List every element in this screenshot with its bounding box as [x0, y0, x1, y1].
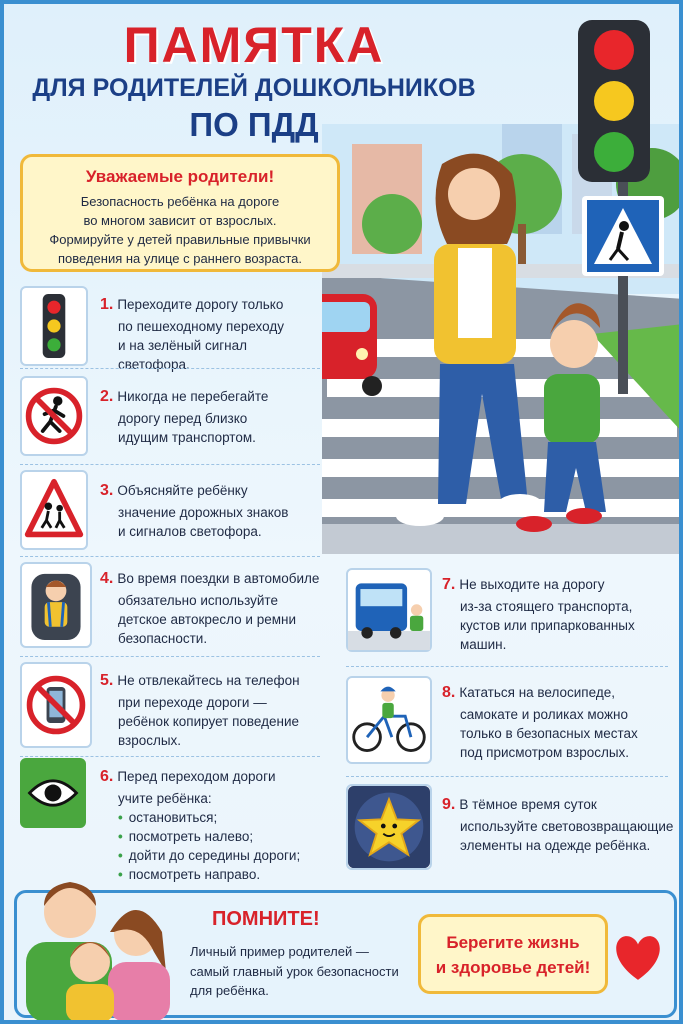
item-8 [442, 682, 678, 762]
intro-line-4: поведения на улице с раннего возраста. [58, 250, 302, 266]
item-2-line-3: идущим транспортом. [118, 429, 256, 445]
item-7-number: 7. [442, 576, 456, 593]
bullet-item: • остановиться; [118, 808, 326, 827]
remember-line-3: для ребёнка. [190, 983, 269, 998]
divider [20, 556, 320, 557]
intro-line-2: во многом зависит от взрослых. [83, 212, 277, 228]
care-line-1: Берегите жизнь [446, 933, 580, 952]
item-4 [100, 568, 326, 648]
item-5 [100, 670, 326, 750]
child-car-seat-icon [20, 562, 92, 648]
item-1 [100, 294, 320, 374]
bus-icon [346, 568, 432, 652]
intro-title: Уважаемые родители! [85, 167, 275, 186]
bicycle-icon [346, 676, 432, 764]
traffic-light-illustration [564, 20, 664, 190]
bullet-item: • посмотреть налево; [118, 827, 326, 846]
page-subtitle-2: ПО ПДД [189, 106, 319, 143]
item-4-line-3: детское автокресло и ремни [118, 611, 297, 627]
item-2 [100, 386, 320, 447]
item-3 [100, 480, 320, 541]
no-running-icon [20, 376, 88, 456]
item-4-line-4: безопасности. [118, 631, 208, 647]
item-9-line-3: элементы на одежде ребёнка. [460, 837, 651, 853]
remember-text [190, 942, 410, 1001]
item-3-line-2: значение дорожных знаков [118, 504, 289, 520]
item-9-number: 9. [442, 796, 456, 813]
eye-icon [20, 758, 86, 828]
item-5-line-4: взрослых. [118, 733, 182, 749]
item-5-line-2: при переходе дороги — [118, 694, 267, 710]
item-5-number: 5. [100, 672, 114, 689]
item-7 [442, 574, 678, 654]
item-1-line-1: Переходите дорогу только [117, 297, 284, 312]
bullet-item: • дойти до середины дороги; [118, 846, 326, 865]
item-4-line-2: обязательно используйте [118, 592, 278, 608]
item-3-line-1: Объясняйте ребёнку [117, 483, 248, 498]
remember-title: ПОМНИТЕ! [212, 908, 320, 930]
divider [20, 656, 320, 657]
item-7-line-2: из-за стоящего транспорта, [460, 598, 633, 614]
item-7-line-3: кустов или припаркованных [460, 617, 635, 633]
item-7-line-1: Не выходите на дорогу [459, 577, 605, 592]
item-4-line-1: Во время поездки в автомобиле [117, 571, 320, 586]
item-9 [442, 794, 682, 855]
remember-line-2: самый главный урок безопасности [190, 963, 399, 979]
intro-line-3: Формируйте у детей правильные привычки [49, 231, 311, 247]
item-5-line-1: Не отвлекайтесь на телефон [117, 673, 300, 688]
item-8-line-3: только в безопасных местах [460, 725, 638, 741]
care-box [418, 914, 608, 994]
item-1-number: 1. [100, 296, 114, 313]
page-title: ПАМЯТКА [123, 17, 385, 73]
bullet-item: • посмотреть направо. [118, 865, 326, 884]
care-line-2: и здоровье детей! [435, 957, 591, 977]
children-sign-icon [20, 470, 88, 550]
divider [20, 756, 320, 757]
no-phone-icon [20, 662, 92, 748]
heart-icon [612, 934, 664, 982]
intro-box [20, 154, 340, 272]
item-8-number: 8. [442, 684, 456, 701]
item-3-line-3: и сигналов светофора. [118, 523, 262, 539]
item-5-line-3: ребёнок копирует поведение [118, 713, 300, 729]
item-9-line-2: используйте световозвращающие [460, 818, 674, 834]
traffic-light-icon [20, 286, 88, 366]
divider [20, 464, 320, 465]
item-9-line-1: В тёмное время суток [459, 797, 597, 812]
item-1-line-2: по пешеходному переходу [118, 318, 284, 334]
family-illustration [8, 862, 178, 1022]
item-6-number: 6. [100, 768, 114, 785]
divider [346, 666, 668, 667]
item-7-line-4: машин. [460, 637, 507, 653]
divider [20, 368, 320, 369]
item-6-line-1: Перед переходом дороги [117, 769, 276, 784]
item-8-line-1: Кататься на велосипеде, [459, 685, 615, 700]
item-8-line-2: самокате и роликах можно [460, 706, 629, 722]
item-1-line-3: и на зелёный сигнал светофора. [118, 337, 247, 373]
reflective-star-icon [346, 784, 432, 870]
item-2-number: 2. [100, 388, 114, 405]
item-3-number: 3. [100, 482, 114, 499]
item-8-line-4: под присмотром взрослых. [460, 745, 630, 761]
page-subtitle: ДЛЯ РОДИТЕЛЕЙ ДОШКОЛЬНИКОВ [32, 74, 476, 102]
remember-line-1: Личный пример родителей — [190, 944, 369, 959]
item-2-line-1: Никогда не перебегайте [117, 389, 269, 404]
divider [346, 776, 668, 777]
item-6-line-2: учите ребёнка: [118, 790, 212, 806]
intro-line-1: Безопасность ребёнка на дороге [80, 194, 280, 209]
item-2-line-2: дорогу перед близко [118, 410, 248, 426]
item-4-number: 4. [100, 570, 114, 587]
